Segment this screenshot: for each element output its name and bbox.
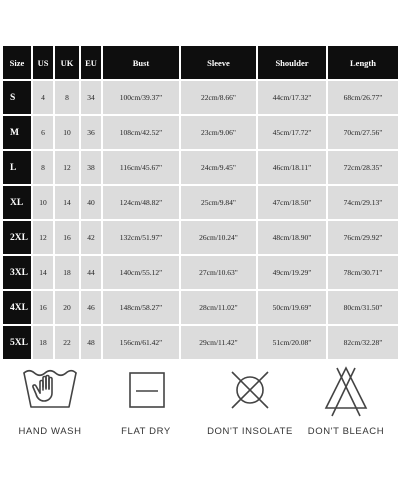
header-row [3, 46, 398, 79]
size-label: XL [3, 186, 31, 219]
us-cell: 12 [33, 221, 53, 254]
uk-cell: 16 [55, 221, 79, 254]
no-bleach-icon [316, 360, 376, 420]
sleeve-cell: 24cm/9.45" [181, 151, 256, 184]
size-label: S [3, 81, 31, 114]
sleeve-cell: 23cm/9.06" [181, 116, 256, 149]
flat-dry-label: FLAT DRY [121, 426, 171, 437]
eu-cell: 38 [81, 151, 101, 184]
us-cell: 4 [33, 81, 53, 114]
length-cell: 76cm/29.92" [328, 221, 398, 254]
uk-cell: 12 [55, 151, 79, 184]
shoulder-cell: 51cm/20.08" [258, 326, 326, 359]
sleeve-cell: 22cm/8.66" [181, 81, 256, 114]
length-cell: 82cm/32.28" [328, 326, 398, 359]
uk-cell: 14 [55, 186, 79, 219]
shoulder-cell: 47cm/18.50" [258, 186, 326, 219]
table-row [3, 256, 398, 289]
shoulder-cell: 50cm/19.69" [258, 291, 326, 324]
shoulder-cell: 46cm/18.11" [258, 151, 326, 184]
care-item-hand-wash [0, 350, 100, 480]
dont-insolate-label: DON'T INSOLATE [207, 426, 293, 437]
dont-bleach-label: DON'T BLEACH [307, 426, 385, 437]
us-cell: 6 [33, 116, 53, 149]
flat-dry-icon [116, 360, 176, 420]
bust-cell: 140cm/55.12" [103, 256, 179, 289]
care-instructions [0, 350, 400, 480]
eu-cell: 46 [81, 291, 101, 324]
length-cell: 72cm/28.35" [328, 151, 398, 184]
sleeve-cell: 28cm/11.02" [181, 291, 256, 324]
eu-cell: 34 [81, 81, 101, 114]
sleeve-cell: 26cm/10.24" [181, 221, 256, 254]
header-uk: UK [55, 46, 79, 79]
size-label: 4XL [3, 291, 31, 324]
bust-cell: 108cm/42.52" [103, 116, 179, 149]
uk-cell: 18 [55, 256, 79, 289]
eu-cell: 36 [81, 116, 101, 149]
bust-cell: 116cm/45.67" [103, 151, 179, 184]
bust-cell: 132cm/51.97" [103, 221, 179, 254]
eu-cell: 48 [81, 326, 101, 359]
hand-wash-label: HAND WASH [18, 426, 82, 437]
length-cell: 74cm/29.13" [328, 186, 398, 219]
hand-wash-icon [20, 360, 80, 420]
us-cell: 18 [33, 326, 53, 359]
length-cell: 78cm/30.71" [328, 256, 398, 289]
care-item-flat-dry [96, 350, 196, 480]
bust-cell: 100cm/39.37" [103, 81, 179, 114]
care-item-dont-bleach [296, 350, 396, 480]
size-label: 3XL [3, 256, 31, 289]
table-row [3, 221, 398, 254]
shoulder-cell: 48cm/18.90" [258, 221, 326, 254]
uk-cell: 8 [55, 81, 79, 114]
shoulder-cell: 44cm/17.32" [258, 81, 326, 114]
header-us: US [33, 46, 53, 79]
us-cell: 14 [33, 256, 53, 289]
uk-cell: 20 [55, 291, 79, 324]
table-row [3, 151, 398, 184]
uk-cell: 22 [55, 326, 79, 359]
sleeve-cell: 25cm/9.84" [181, 186, 256, 219]
bust-cell: 156cm/61.42" [103, 326, 179, 359]
header-eu: EU [81, 46, 101, 79]
bust-cell: 148cm/58.27" [103, 291, 179, 324]
eu-cell: 44 [81, 256, 101, 289]
header-sleeve: Sleeve [181, 46, 256, 79]
no-insolate-icon [220, 360, 280, 420]
table-row [3, 291, 398, 324]
sleeve-cell: 27cm/10.63" [181, 256, 256, 289]
care-item-dont-insolate [200, 350, 300, 480]
header-bust: Bust [103, 46, 179, 79]
eu-cell: 42 [81, 221, 101, 254]
shoulder-cell: 49cm/19.29" [258, 256, 326, 289]
us-cell: 8 [33, 151, 53, 184]
table-row [3, 186, 398, 219]
uk-cell: 10 [55, 116, 79, 149]
length-cell: 80cm/31.50" [328, 291, 398, 324]
us-cell: 16 [33, 291, 53, 324]
us-cell: 10 [33, 186, 53, 219]
table-row [3, 81, 398, 114]
table-row [3, 116, 398, 149]
eu-cell: 40 [81, 186, 101, 219]
sleeve-cell: 29cm/11.42" [181, 326, 256, 359]
header-length: Length [328, 46, 398, 79]
size-label: 2XL [3, 221, 31, 254]
size-label: L [3, 151, 31, 184]
header-size: Size [3, 46, 31, 79]
header-shoulder: Shoulder [258, 46, 326, 79]
size-chart-table [1, 44, 400, 361]
size-label: M [3, 116, 31, 149]
shoulder-cell: 45cm/17.72" [258, 116, 326, 149]
size-label: 5XL [3, 326, 31, 359]
length-cell: 68cm/26.77" [328, 81, 398, 114]
bust-cell: 124cm/48.82" [103, 186, 179, 219]
length-cell: 70cm/27.56" [328, 116, 398, 149]
